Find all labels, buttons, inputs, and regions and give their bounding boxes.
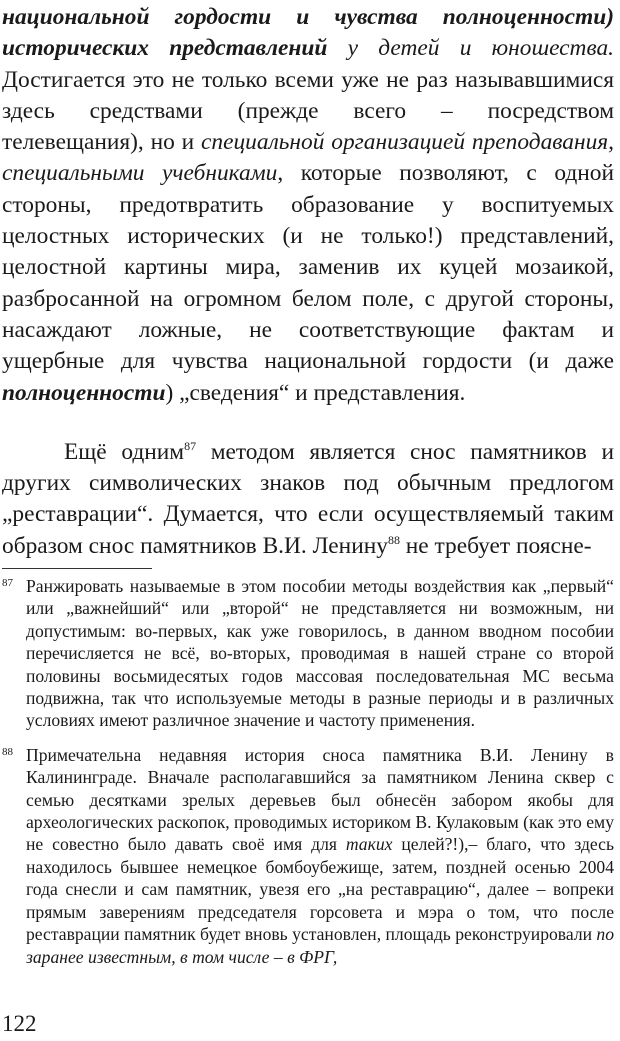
- italic-phrase: таких: [345, 834, 393, 855]
- footnote-87: 87 Ранжировать называемые в этом пособии методы воздействия как „первый“ или „важнейший“ или „второй“ не представляется ни возможным, ни допустимым: во-первых, как уже говорилось, в данном вводном пособии перечисляется не всё, во-вторых, проводимая в нашей стране со второй половины восьмидесятых годов массовая последовательная МС весьма подвижна, так что используемые методы в разные периоды и в различных условиях имеют различное значение и частоту применения.: [2, 576, 614, 731]
- footnote-text: Ранжировать называемые в этом пособии методы воздействия как „первый“ или „важнейший“ или „второй“ не представляется ни возможным, ни допустимым: во-первых, как уже говорилось, в данном вводном пособии перечисляется не всё, во-вторых, проводимая в нашей стране со второй половины восьмидесятых годов массовая последовательная МС весьма подвижна, так что используемые методы в разные периоды и в различных условиях имеют различное значение и частоту применения.: [26, 576, 614, 731]
- bold-italic-phrase: полноценности: [2, 379, 166, 406]
- footnote-separator: [2, 568, 152, 569]
- footnote-text: целей?!),– благо, что здесь находилось бывшее немецкое бомбоубежище, затем, поздней осенью 2004 года снесли и сам памятник, увезя его „на реставрацию“, далее – вопреки прямым заверениям председателя горсовета и мэра о том, что после реставрации памятник будет вновь установлен, площадь реконструировали: [26, 834, 614, 945]
- footnote-ref-87: 87: [184, 438, 197, 453]
- footnote-text: Примечательна недавняя история сноса памятника В.И. Ленину в Калининграде. Вначале располагавшийся за памятником Ленина сквер с семью десятками зрелых деревьев был обнесён забором якобы для археологических раскопок, проводимых историком В. Кулаковым (как это ему не совестно было давать своё имя для: [26, 744, 614, 855]
- text-run: методом является снос памятников и других символических знаков под обычным предлогом „реставрации“. Думается, что если осуществляемый таким образом снос памятников В.И. Ленину: [2, 438, 614, 559]
- text-run: ) „сведения“ и представления.: [165, 379, 466, 406]
- main-text: [2, 2, 614, 562]
- italic-phrase: по заранее известным, в том числе – в ФРГ,: [26, 924, 615, 967]
- text-run: Достигается это не только всеми уже не раз называвшимися здесь средствами (прежде всего – посредством телевещания), но и: [2, 66, 614, 156]
- italic-phrase: у детей и юношества.: [327, 35, 614, 62]
- text-run: Ещё одним: [64, 438, 185, 465]
- paragraph-1: [2, 2, 614, 409]
- page-number: 122: [2, 1011, 37, 1036]
- bold-italic-phrase: национальной гордости и чувства полноценности) исторических представлений: [2, 4, 614, 62]
- footnote-88: 88 Примечательна недавняя история сноса памятника В.И. Ленину в Калининграде. Вначале располагавшийся за памятником Ленина сквер с семью десятками зрелых деревьев был обнесён забором якобы для археологических раскопок, проводимых историком В. Кулаковым (как это ему не совестно было давать своё имя для таких целей?!),– благо, что здесь находилось бывшее немецкое бомбоубежище, затем, поздней осенью 2004 года снесли и сам памятник, увезя его „на реставрацию“, далее – вопреки прямым заверениям председателя горсовета и мэра о том, что после реставрации памятник будет вновь установлен, площадь реконструировали по заранее известным, в том числе – в ФРГ,: [2, 744, 615, 967]
- text-run: не требует поясне-: [399, 532, 592, 559]
- footnote-ref-88: 88: [387, 532, 400, 547]
- footnotes: [2, 575, 614, 968]
- italic-phrase: специальной организацией преподавания, специальными учебниками: [2, 129, 614, 187]
- paragraph-2: [2, 437, 614, 562]
- text-run: , которые позволяют, с одной стороны, предотвратить образование у воспитуемых целостных исторических (и не только!) представлений, целостной картины мира, заменив их куцей мозаикой, разбросанной на огромном белом поле, с другой стороны, насаждают ложные, не соответствующие фактам и ущербные для чувства национальной гордости (и даже: [2, 160, 614, 375]
